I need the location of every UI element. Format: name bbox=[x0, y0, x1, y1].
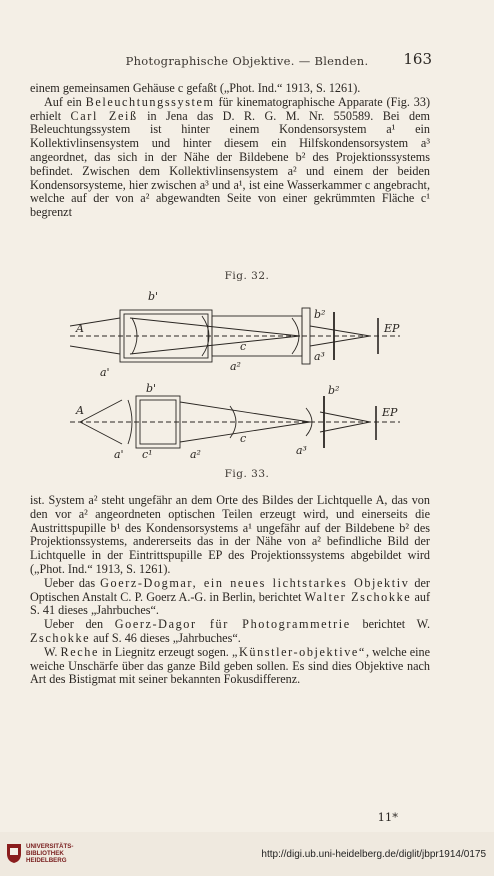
label-a3: a³ bbox=[296, 444, 307, 457]
label-c: c bbox=[240, 340, 247, 353]
paragraph-6: W. Reche in Liegnitz erzeugt sogen. „Künstler-objektive“, welche eine weiche Unschärfe über das ganze Bild geben sollen. Es sind dies Objektive nach Art des Bistigmat mit seiner bekannten Fokusdifferenz. bbox=[30, 644, 431, 687]
label-EP: EP bbox=[384, 322, 400, 335]
label-c: c bbox=[240, 432, 247, 445]
library-logo-text: UNIVERSITÄTS- BIBLIOTHEK HEIDELBERG bbox=[26, 843, 74, 864]
label-b2: b² bbox=[328, 384, 340, 397]
running-title: Photographische Objektive. — Blenden. bbox=[125, 54, 369, 68]
label-a2: a² bbox=[230, 360, 241, 373]
figure-33-diagram bbox=[70, 382, 430, 462]
page-number: 163 bbox=[403, 50, 432, 68]
label-a1: a' bbox=[114, 448, 124, 461]
signature-mark: 11* bbox=[377, 810, 398, 824]
label-b2: b² bbox=[314, 308, 326, 321]
label-a3: a³ bbox=[314, 350, 325, 363]
label-b1: b' bbox=[148, 290, 159, 303]
figure-32-diagram bbox=[70, 288, 430, 378]
label-EP: EP bbox=[382, 406, 398, 419]
paragraph-4: Ueber das Goerz-Dogmar, ein neues lichtstarkes Objektiv der Optischen Anstalt C. P. Goerz A.-G. in Berlin, berichtet Walter Zschokke auf S. 41 dieses „Jahrbuches“. bbox=[30, 575, 431, 618]
figure-32-caption: Fig. 32. bbox=[224, 270, 270, 282]
label-A: A bbox=[76, 322, 84, 335]
body-text-bottom bbox=[30, 494, 430, 687]
label-a2: a² bbox=[190, 448, 201, 461]
label-a1: a' bbox=[100, 366, 110, 378]
label-c1: c¹ bbox=[142, 448, 153, 461]
paragraph-5: Ueber den Goerz-Dagor für Photogrammetrie berichtet W. Zschokke auf S. 46 dieses „Jahrbuches“. bbox=[30, 617, 431, 645]
library-logo-icon bbox=[6, 842, 22, 864]
page-header bbox=[0, 50, 494, 76]
body-text-top bbox=[30, 82, 430, 220]
paragraph-3: ist. System a² steht ungefähr an dem Orte des Bildes der Lichtquelle A, das von den vor a² angeordneten optischen Teilen erzeugt wird, und einerseits die Austrittspupille b¹ des Kondensorsystems a¹ ungefähr auf der Bildebene b² des Projektionssystems, andererseits das in der Nähe von a² befindliche Bild der Lichtquelle in der Eintrittspupille EP des Projektionssystems abgebildet wird („Phot. Ind.“ 1913, S. 1261). bbox=[30, 493, 430, 576]
footer-bar bbox=[0, 832, 494, 876]
label-b1: b' bbox=[146, 382, 157, 395]
figure-33-caption: Fig. 33. bbox=[224, 468, 270, 480]
source-url-link[interactable]: http://digi.ub.uni-heidelberg.de/diglit/jbpr1914/0175 bbox=[261, 849, 486, 860]
label-A: A bbox=[76, 404, 84, 417]
paragraph-1: einem gemeinsamen Gehäuse c gefaßt („Phot. Ind.“ 1913, S. 1261). bbox=[30, 81, 361, 95]
paragraph-2: Auf ein Beleuchtungssystem für kinematographische Apparate (Fig. 33) erhielt Carl Zeiß in Jena das D. R. G. M. Nr. 550589. Bei dem Beleuchtungssystem ist hinter einem Kondensorsystem a¹ ein Kollektivlinsensystem und hinter diesem ein Hilfskondensorsystem a³ angeordnet, das sich in der Nähe der Bildebene b² des Projektionssystems befindet. Zwischen dem Kollektivlinsensystem a² und einem der beiden Kondensorsysteme, hier zwischen a³ und a¹, ist eine Wasserkammer c angebracht, welche auf der von a² abgewandten Seite von einer gekrümmten Fläche c¹ begrenzt bbox=[30, 94, 431, 220]
